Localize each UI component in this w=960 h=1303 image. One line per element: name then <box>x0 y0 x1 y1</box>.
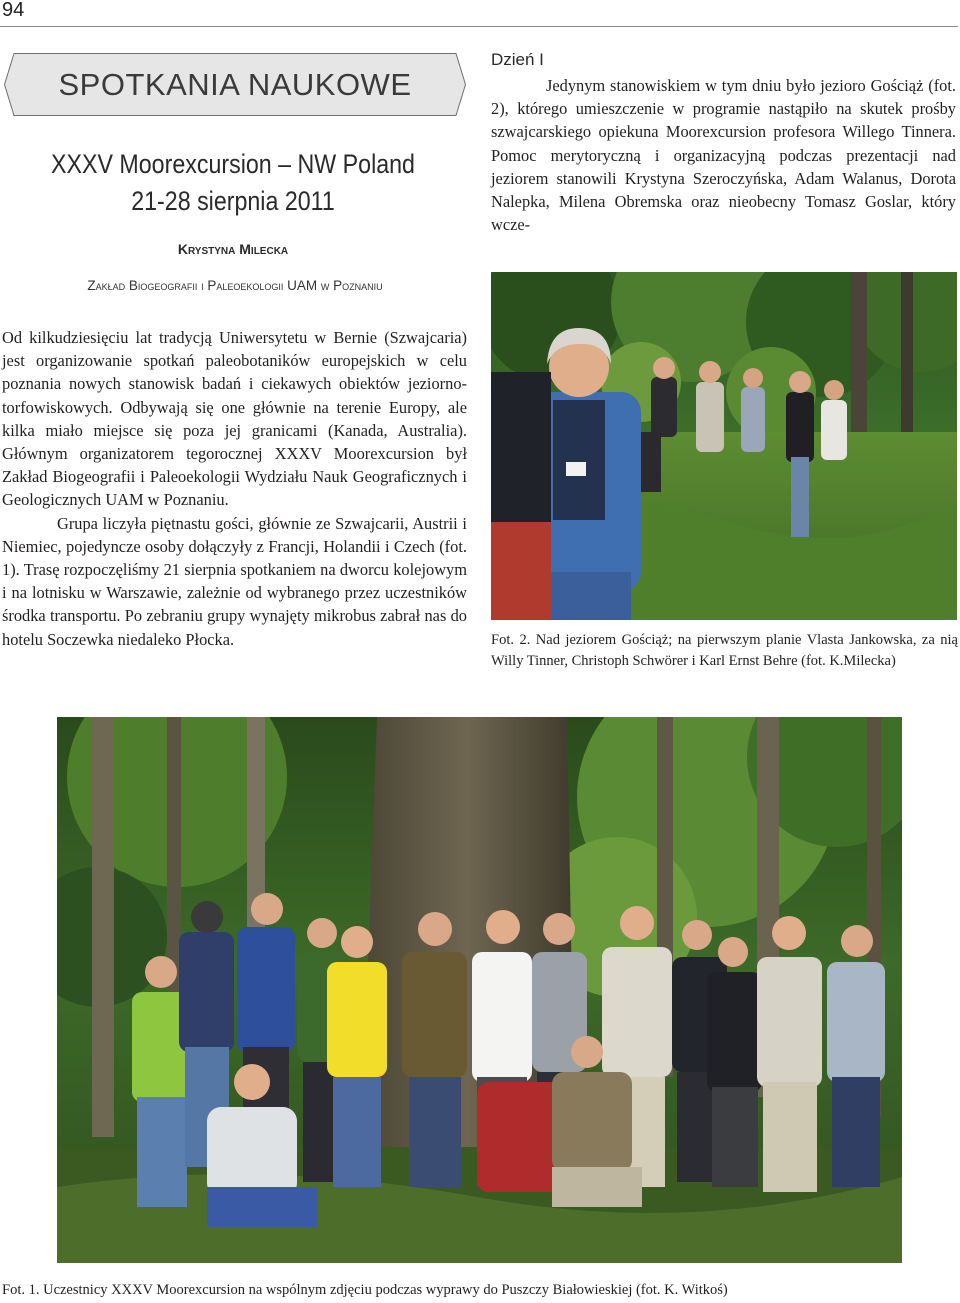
body-text-right-column <box>491 74 956 236</box>
body-paragraph: Jedynym stanowiskiem w tym dniu było jezioro Gościąż (fot. 2), którego umieszczenie w programie nastąpiło na skutek prośby szwajcarskiego opiekuna Moorexcursion profesora Willego Tinnera. Pomoc merytoryczną i organizacyjną podczas prezentacji nad jeziorem stanowili Krystyna Szeroczyńska, Adam Walanus, Dorota Nalepka, Milena Obremska oraz nieobecny Tomasz Goslar, który wcze- <box>491 76 956 235</box>
photo-group-bialowieza <box>57 717 902 1263</box>
figure-2-caption: Fot. 2. Nad jeziorem Gościąż; na pierwszym planie Vlasta Jankowska, za nią Willy Tinner, Christoph Schwörer i Karl Ernst Behre (fot. K.Milecka) <box>491 632 958 669</box>
photo-lake-gosciaz <box>491 272 957 620</box>
section-banner <box>4 53 466 116</box>
author-name: Krystyna Milecka <box>177 241 289 257</box>
body-text-left-column <box>2 326 467 651</box>
body-paragraph: Grupa liczyła piętnastu gości, głównie ze Szwajcarii, Austrii i Niemiec, pojedyncze osoby dołączyły z Francji, Holandii i Czech (fot. 1). Trasę rozpoczęliśmy 21 sierpnia spotkaniem na dworcu kolejowym i na lotnisku w Warszawie, zależnie od wybranego przez uczestników środka transportu. Po zebraniu grupy wynajęty mikrobus zabrał nas do hotelu Soczewka niedaleko Płocka. <box>2 513 467 649</box>
header-rule <box>0 26 958 27</box>
photo-group-bialowieza-image <box>57 717 902 1263</box>
body-paragraph: Od kilkudziesięciu lat tradycją Uniwersytetu w Bernie (Szwajcaria) jest organizowanie spotkań paleobotaników europejskich w celu poznania nowych stanowisk badań i ciekawych obiektów jeziorno-torfowiskowych. Odbywają się one głównie na terenie Europy, ale kilka miało miejsce się poza jej granicami (Kanada, Australia). Głównym organizatorem tegorocznej XXXV Moorexcursion był Zakład Biogeografii i Paleoekologii Wydziału Nauk Geograficznych i Geologicznych UAM w Poznaniu. <box>2 328 467 510</box>
photo-lake-gosciaz-image <box>491 272 957 620</box>
page-number: 94 <box>2 0 25 21</box>
article-title-line-1: XXXV Moorexcursion – NW Poland <box>51 149 415 179</box>
article-title <box>33 146 434 220</box>
section-title: SPOTKANIA NAUKOWE <box>58 66 412 102</box>
figure-1-caption: Fot. 1. Uczestnicy XXXV Moorexcursion na wspólnym zdjęciu podczas wyprawy do Puszczy Białowieskiej (fot. K. Witkoś) <box>2 1282 728 1298</box>
author-affiliation: Zakład Biogeografii i Paleoekologii UAM w Poznaniu <box>87 278 383 293</box>
article-title-line-2: 21-28 sierpnia 2011 <box>131 186 335 216</box>
day-heading: Dzień I <box>491 50 544 69</box>
